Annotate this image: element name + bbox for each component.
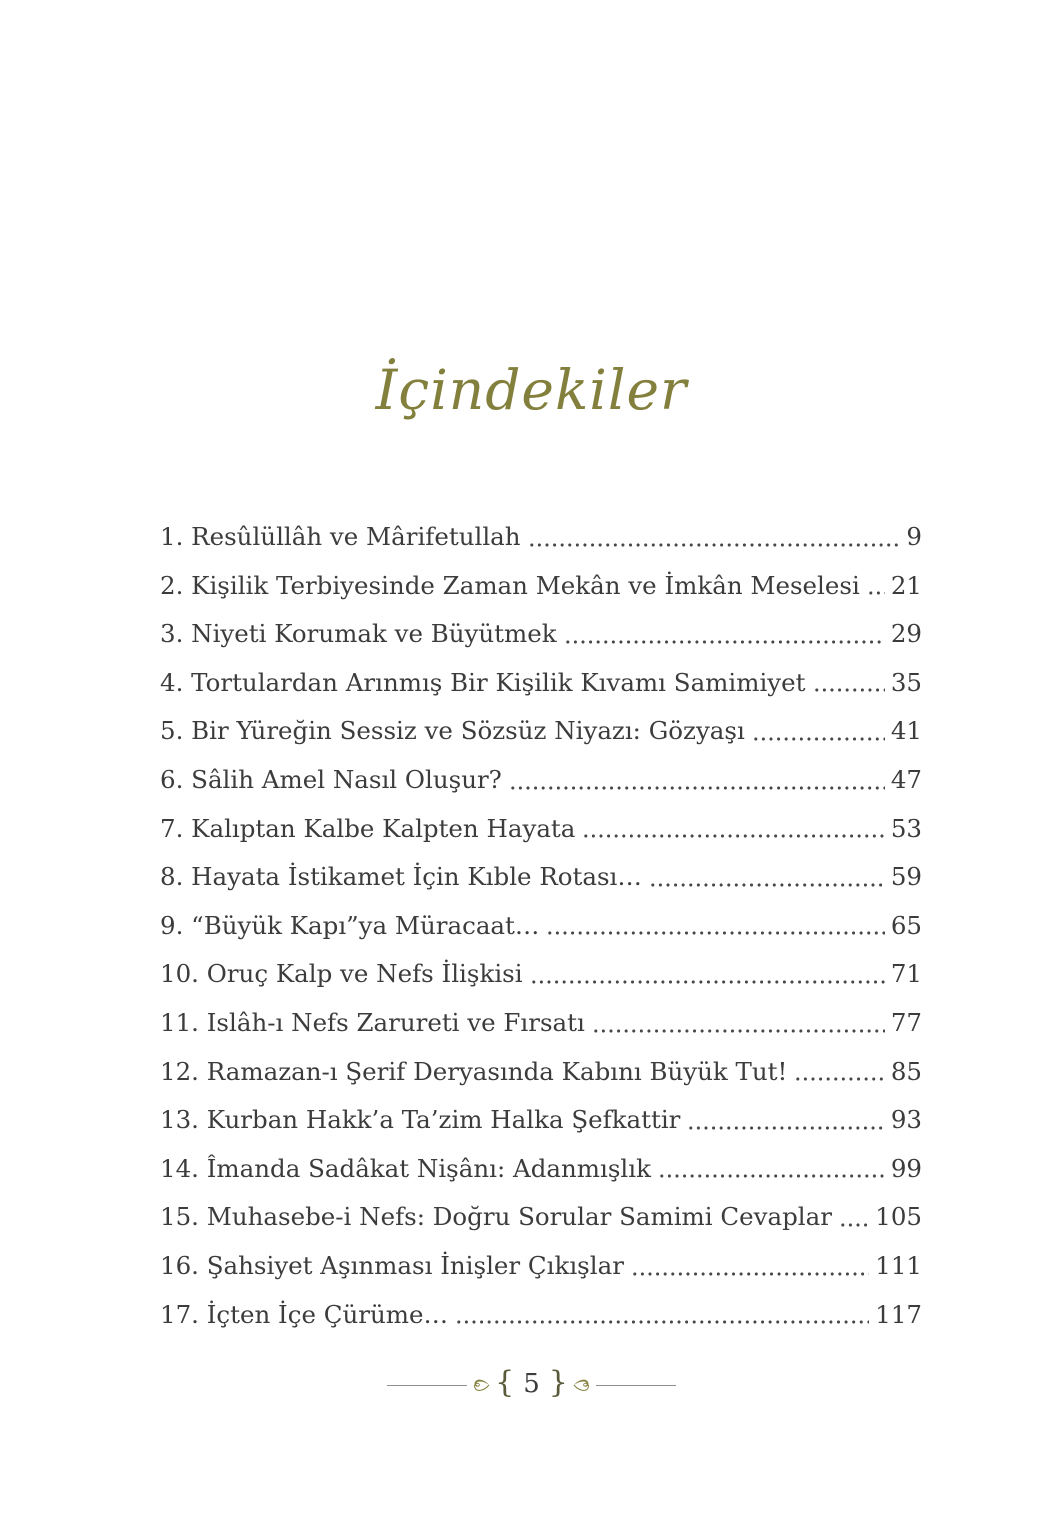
- toc-entry-label: 12. Ramazan-ı Şerif Deryasında Kabını Büyük Tut!: [160, 1056, 788, 1086]
- toc-entry-page: 21: [890, 570, 922, 600]
- flourish-left-icon: [472, 1377, 490, 1393]
- toc-entry: [160, 804, 922, 853]
- toc-leader-dots: [455, 1320, 869, 1324]
- toc-leader-dots: [839, 1223, 869, 1227]
- toc-entry-label: 5. Bir Yüreğin Sessiz ve Sözsüz Niyazı: Gözyaşı: [160, 716, 745, 746]
- toc-entry: [160, 755, 922, 804]
- toc-leader-dots: [546, 931, 884, 935]
- toc-entry: [160, 1290, 922, 1339]
- toc-entry-label: 3. Niyeti Korumak ve Büyütmek: [160, 619, 557, 649]
- toc-entry-page: 93: [890, 1105, 922, 1135]
- toc-leader-dots: [687, 1126, 884, 1130]
- toc-entry-page: 9: [906, 522, 922, 552]
- toc-entry-page: 117: [875, 1299, 922, 1329]
- toc-entry-page: 111: [875, 1251, 922, 1280]
- toc-entry-label: 1. Resûlüllâh ve Mârifetullah: [160, 522, 521, 552]
- toc-leader-dots: [658, 1174, 885, 1178]
- toc-entry-label: 15. Muhasebe-i Nefs: Doğru Sorular Samimi Cevaplar: [160, 1202, 832, 1232]
- toc-entry-page: 105: [875, 1202, 922, 1232]
- flourish-right-icon: [573, 1377, 591, 1393]
- toc-entry-page: 77: [890, 1008, 922, 1038]
- toc-list: [160, 512, 922, 1338]
- toc-entry-label: 8. Hayata İstikamet İçin Kıble Rotası…: [160, 862, 642, 892]
- toc-entry-label: 11. Islâh-ı Nefs Zarureti ve Fırsatı: [160, 1008, 585, 1038]
- toc-entry: [160, 512, 922, 561]
- toc-entry: [160, 561, 922, 610]
- toc-entry: [160, 1241, 922, 1290]
- toc-entry: [160, 658, 922, 707]
- footer-right-brace: }: [548, 1365, 568, 1400]
- toc-entry-page: 99: [890, 1153, 922, 1183]
- toc-leader-dots: [530, 980, 885, 984]
- toc-entry-label: 10. Oruç Kalp ve Nefs İlişkisi: [160, 959, 523, 989]
- toc-entry-page: 71: [890, 959, 922, 989]
- toc-leader-dots: [813, 688, 885, 692]
- toc-entry-label: 2. Kişilik Terbiyesinde Zaman Mekân ve İmkân Meselesi: [160, 570, 860, 600]
- toc-entry-page: 41: [890, 716, 922, 746]
- toc-leader-dots: [509, 786, 885, 790]
- toc-entry-label: 4. Tortulardan Arınmış Bir Kişilik Kıvamı Samimiyet: [160, 667, 806, 697]
- toc-entry-page: 59: [890, 862, 922, 892]
- toc-entry: [160, 901, 922, 950]
- toc-entry-label: 7. Kalıptan Kalbe Kalpten Hayata: [160, 813, 576, 843]
- toc-entry-label: 13. Kurban Hakk’a Ta’zim Halka Şefkattir: [160, 1105, 681, 1135]
- toc-entry-page: 65: [890, 910, 922, 940]
- page-footer: [0, 1365, 1063, 1402]
- footer-page-number: 5: [523, 1368, 540, 1399]
- toc-entry-label: 17. İçten İçe Çürüme…: [160, 1299, 448, 1329]
- footer-rule-right: [596, 1385, 676, 1386]
- toc-entry-label: 16. Şahsiyet Aşınması İnişler Çıkışlar: [160, 1251, 624, 1280]
- toc-entry-page: 29: [890, 619, 922, 649]
- toc-entry: [160, 1144, 922, 1193]
- toc-entry-page: 35: [890, 667, 922, 697]
- toc-entry-label: 14. Îmanda Sadâkat Nişânı: Adanmışlık: [160, 1153, 651, 1183]
- toc-entry: [160, 706, 922, 755]
- toc-leader-dots: [564, 640, 885, 644]
- toc-leader-dots: [867, 591, 885, 595]
- footer-left-brace: {: [495, 1365, 515, 1400]
- footer-rule-left: [387, 1385, 467, 1386]
- toc-entry: [160, 852, 922, 901]
- toc-entry: [160, 949, 922, 998]
- toc-entry: [160, 1192, 922, 1241]
- toc-entry: [160, 609, 922, 658]
- toc-leader-dots: [752, 737, 885, 741]
- toc-leader-dots: [649, 883, 885, 887]
- toc-leader-dots: [528, 543, 901, 547]
- toc-entry-page: 85: [890, 1056, 922, 1086]
- toc-entry: [160, 998, 922, 1047]
- toc-leader-dots: [592, 1029, 885, 1033]
- toc-leader-dots: [582, 834, 884, 838]
- toc-entry-page: 47: [890, 765, 922, 795]
- toc-entry-page: 53: [890, 813, 922, 843]
- toc-leader-dots: [794, 1077, 884, 1081]
- toc-entry-label: 9. “Büyük Kapı”ya Müracaat…: [160, 910, 540, 940]
- page-title: İçindekiler: [375, 358, 688, 422]
- toc-entry-label: 6. Sâlih Amel Nasıl Oluşur?: [160, 765, 502, 795]
- toc-entry: [160, 1047, 922, 1096]
- toc-leader-dots: [631, 1272, 869, 1276]
- toc-entry: [160, 1095, 922, 1144]
